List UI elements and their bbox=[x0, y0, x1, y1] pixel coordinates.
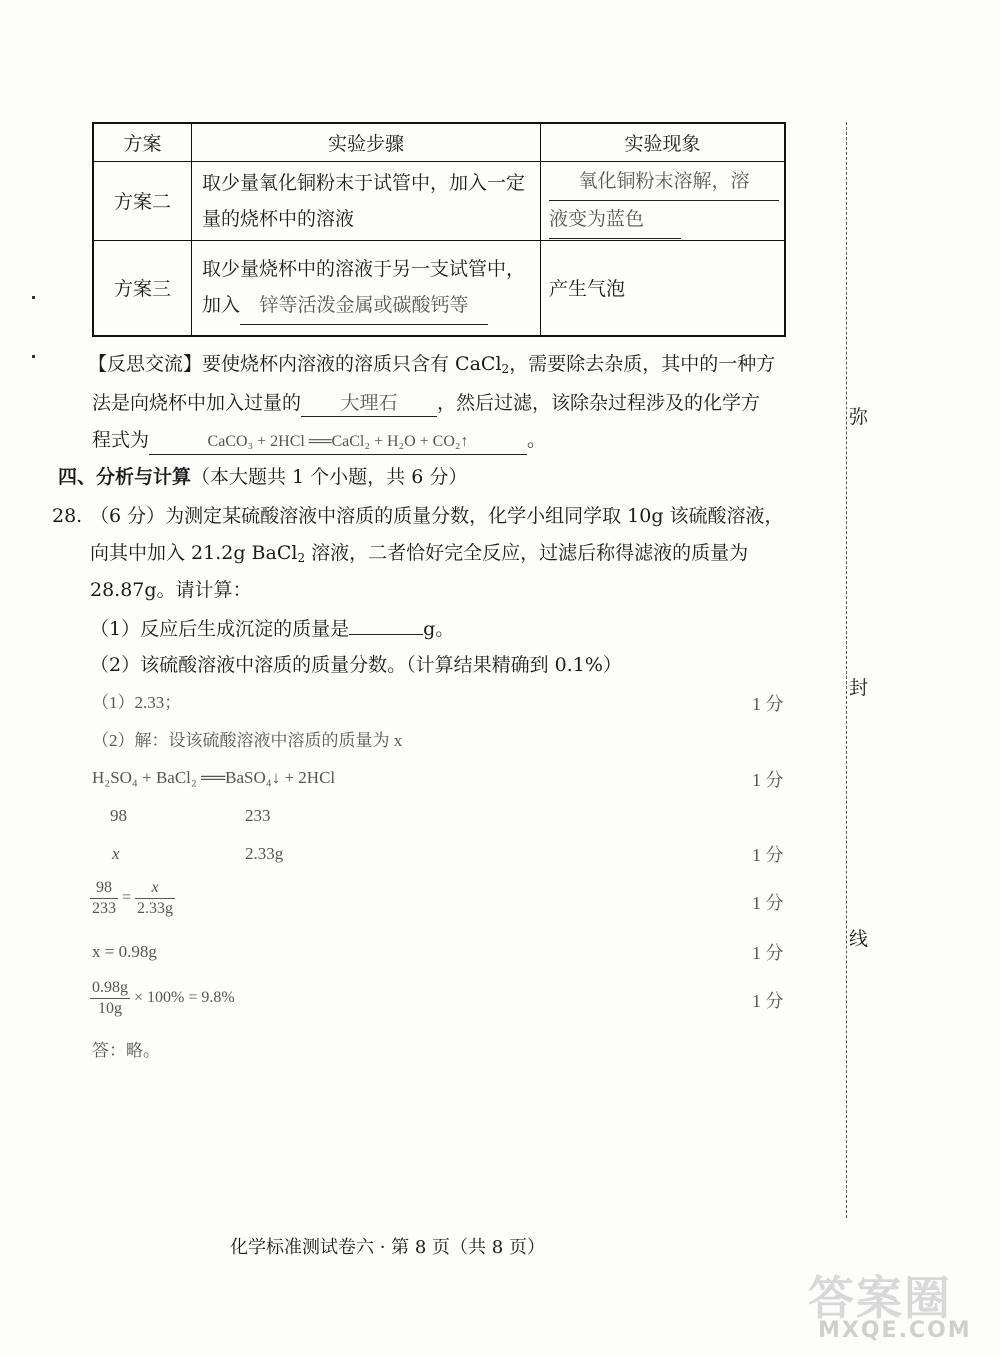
watermark-logo: 答案圈 bbox=[808, 1271, 952, 1325]
blank bbox=[349, 616, 423, 635]
question-part-1: （1）反应后生成沉淀的质量是 g。 bbox=[90, 618, 455, 640]
x-value: x = 0.98g bbox=[92, 942, 157, 961]
score: 1 分 bbox=[752, 991, 784, 1011]
row-step-line: 量的烧杯中的溶液 bbox=[202, 207, 355, 230]
molar-mass-1: 98 bbox=[110, 806, 127, 825]
header-observation: 实验现象 bbox=[541, 123, 786, 161]
side-mark-xian: 线 bbox=[849, 924, 868, 951]
score: 1 分 bbox=[752, 770, 784, 790]
row-step-prefix: 加入 bbox=[202, 293, 241, 316]
side-mark-feng: 封 bbox=[849, 673, 868, 700]
watermark-url: MXQE.COM bbox=[818, 1318, 972, 1343]
row-scheme-name: 方案二 bbox=[93, 161, 192, 240]
answer-reagent: 锌等活泼金属或碳酸钙等 bbox=[240, 288, 488, 325]
section-title: 四、分析与计算（本大题共 1 个小题，共 6 分） bbox=[58, 466, 468, 488]
solution-equation: H₂SO₄ + BaCl₂ ══BaSO₄↓ + 2HCl bbox=[92, 768, 336, 787]
table-row bbox=[93, 161, 785, 240]
mass-value: 2.33g bbox=[245, 844, 284, 863]
row-step-line: 取少量烧杯中的溶液于另一支试管中， bbox=[202, 257, 526, 280]
answer-end: 答：略。 bbox=[92, 1041, 160, 1060]
experiment-table bbox=[92, 122, 786, 337]
margin-dot bbox=[32, 296, 35, 299]
score: 1 分 bbox=[752, 845, 784, 865]
unknown-x: x bbox=[112, 844, 120, 863]
solution-2: （2）解：设该硫酸溶液中溶质的质量为 x bbox=[92, 731, 403, 750]
header-scheme: 方案 bbox=[93, 123, 192, 161]
ratio: $\frac{98}{233}$ = $\frac{x}{2.33g}$ bbox=[92, 879, 174, 917]
question-line-1: （6 分）为测定某硫酸溶液中溶质的质量分数，化学小组同学取 10g 该硫酸溶液， bbox=[90, 505, 784, 527]
answer-equation: CaCO₃ + 2HCl ══CaCl₂ + H₂O + CO₂↑ bbox=[149, 430, 527, 455]
header-steps: 实验步骤 bbox=[192, 123, 541, 161]
question-number: 28. bbox=[52, 505, 83, 527]
margin-dot bbox=[32, 355, 35, 358]
solution-1: （1）2.33； bbox=[92, 693, 182, 712]
answer-observation-2: 液变为蓝色 bbox=[549, 202, 681, 239]
molar-mass-2: 233 bbox=[245, 806, 271, 825]
table-row bbox=[93, 240, 785, 336]
binding-line bbox=[846, 122, 847, 1218]
answer-observation-1: 氧化铜粉末溶解，溶 bbox=[549, 164, 779, 201]
percentage: $\frac{0.98g}{10g}$ × 100% = 9.8% bbox=[92, 979, 235, 1017]
question-line-3: 28.87g。请计算： bbox=[90, 579, 252, 601]
side-mark-mi: 弥 bbox=[849, 402, 868, 429]
question-part-2: （2）该硫酸溶液中溶质的质量分数。（计算结果精确到 0.1%） bbox=[90, 654, 622, 676]
row-step-line: 取少量氧化铜粉末于试管中，加入一定 bbox=[202, 171, 526, 194]
question-line-2: 向其中加入 21.2g BaCl$_2$ 溶液，二者恰好完全反应，过滤后称得滤液的质量为 bbox=[90, 542, 749, 565]
score: 1 分 bbox=[752, 694, 784, 714]
reflect-line-3: 程式为 CaCO₃ + 2HCl ══CaCl₂ + H₂O + CO₂↑ 。 bbox=[92, 428, 546, 455]
row-scheme-name: 方案三 bbox=[93, 240, 192, 336]
reflect-label: 【反思交流】 bbox=[88, 353, 203, 375]
score: 1 分 bbox=[752, 893, 784, 913]
reflect-line-2: 法是向烧杯中加入过量的 大理石 ，然后过滤，该除杂过程涉及的化学方 bbox=[92, 391, 760, 417]
row-observation: 产生气泡 bbox=[541, 240, 786, 336]
answer-reagent-2: 大理石 bbox=[301, 392, 437, 417]
reflect-line-1: 【反思交流】要使烧杯内溶液的溶质只含有 CaCl$_2$，需要除去杂质，其中的一种方 bbox=[88, 353, 776, 376]
page-footer: 化学标准测试卷六 · 第 8 页（共 8 页） bbox=[230, 1237, 545, 1258]
score: 1 分 bbox=[752, 943, 784, 963]
